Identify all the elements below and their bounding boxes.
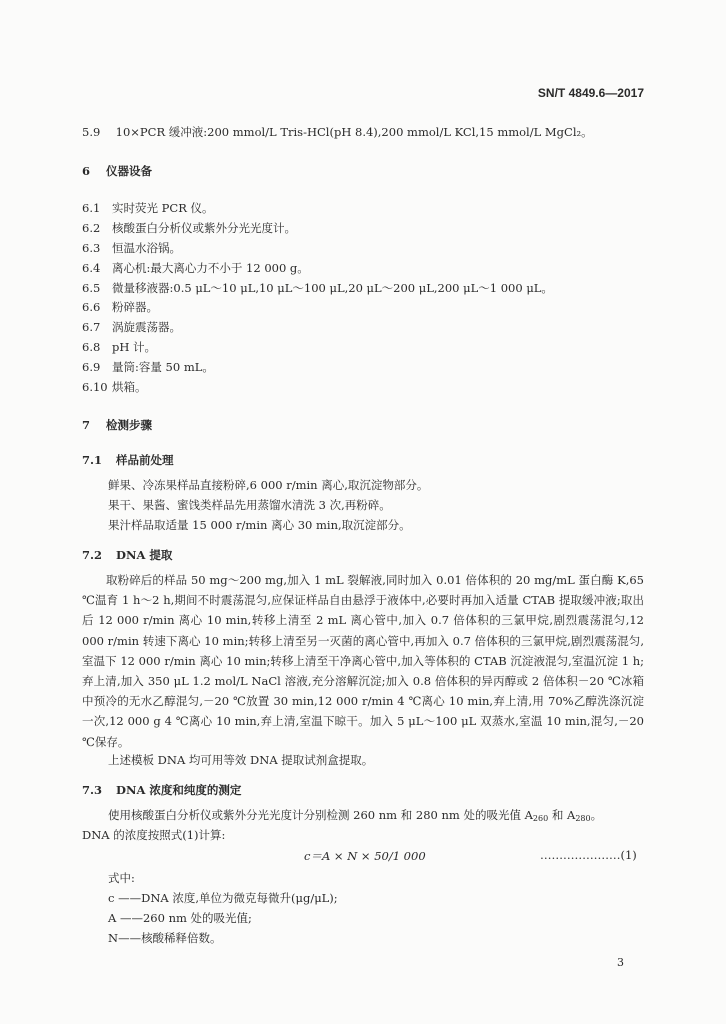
equipment-item	[82, 299, 158, 315]
where-label: 式中:	[108, 871, 135, 885]
item-number: 6.7	[82, 320, 101, 334]
section-number: 7	[82, 418, 91, 432]
standard-number: SN/T 4849.6—2017	[537, 86, 644, 100]
item-number: 6.10	[82, 380, 108, 394]
equipment-item	[82, 359, 214, 375]
subsection-7-2-heading	[82, 547, 172, 563]
item-number: 6.9	[82, 360, 101, 374]
section-number: 6	[82, 164, 91, 178]
intro-text: 。	[590, 808, 603, 822]
item-number: 6.1	[82, 201, 101, 215]
paragraph-line: DNA 的浓度按照式(1)计算:	[82, 828, 226, 842]
dna-extraction-paragraph: 取粉碎后的样品 50 mg～200 mg,加入 1 mL 裂解液,同时加入 0.01 倍体积的 20 mg/mL 蛋白酶 K,65 ℃温育 1 h～2 h,期间不时震荡混匀,应保证样品自由悬浮于液体中,必要时再加入适量 CTAB 提取缓冲液;取出后 12 000 r/min 离心 10 min,转移上清至 2 mL 离心管中,加入 0.7 倍体积的三氯甲烷,剧烈震荡混匀,12 000 r/min 转速下离心 10 min;转移上清至另一灭菌的离心管中,再加入 0.7 倍体积的三氯甲烷,剧烈震荡混匀,室温下 12 000 r/min 离心 10 min;转移上清至干净离心管中,加入等体积的 CTAB 沉淀液混匀,室温沉淀 1 h;弃上清,加入 350 μL 1.2 mol/L NaCl 溶液,充分溶解沉淀;加入 0.8 倍体积的异丙醇或 2 倍体积－20 ℃冰箱中预冷的无水乙醇混匀,－20 ℃放置 30 min,12 000 r/min 4 ℃离心 10 min,弃上清,用 70%乙醇洗涤沉淀一次,12 000 g 4 ℃离心 10 min,弃上清,室温下晾干。加入 5 μL～100 μL 双蒸水,室温 10 min,混匀,－20 ℃保存。	[82, 573, 644, 749]
item-text: 实时荧光 PCR 仪。	[112, 201, 214, 215]
item-text: 10×PCR 缓冲液:200 mmol/L Tris-HCl(pH 8.4),200 mmol/L KCl,15 mmol/L MgCl₂。	[115, 125, 593, 139]
variable-definition: N——核酸稀释倍数。	[108, 931, 222, 945]
equipment-item	[82, 280, 553, 296]
item-number: 5.9	[82, 125, 101, 139]
equipment-item	[82, 200, 214, 216]
item-number: 6.5	[82, 281, 101, 295]
item-number: 6.3	[82, 241, 101, 255]
subsection-title: 样品前处理	[116, 453, 174, 467]
equipment-item	[82, 220, 296, 236]
item-number: 6.6	[82, 300, 101, 314]
equipment-item	[82, 339, 156, 355]
variable-definition: c ——DNA 浓度,单位为微克每微升(μg/μL);	[108, 891, 338, 905]
page-number: 3	[617, 956, 624, 969]
paragraph-line: 果干、果酱、蜜饯类样品先用蒸馏水清洗 3 次,再粉碎。	[108, 498, 391, 512]
section-title: 仪器设备	[106, 164, 153, 178]
item-text: 核酸蛋白分析仪或紫外分光光度计。	[112, 221, 296, 235]
item-text: pH 计。	[112, 340, 157, 354]
equipment-item	[82, 379, 147, 395]
item-5-9	[82, 124, 593, 140]
item-text: 粉碎器。	[112, 300, 158, 314]
equipment-item	[82, 260, 309, 276]
section-6-heading	[82, 163, 152, 179]
equipment-item	[82, 319, 181, 335]
subsection-title: DNA 提取	[116, 548, 173, 562]
item-text: 恒温水浴锅。	[112, 241, 181, 255]
subscript: 260	[532, 814, 549, 823]
item-number: 6.8	[82, 340, 101, 354]
item-text: 微量移液器:0.5 μL～10 μL,10 μL～100 μL,20 μL～200 μL,200 μL～1 000 μL。	[112, 281, 553, 295]
paragraph-line: 果汁样品取适量 15 000 r/min 离心 30 min,取沉淀部分。	[108, 518, 411, 532]
item-text: 烘箱。	[112, 380, 147, 394]
paragraph-line: 鲜果、冷冻果样品直接粉碎,6 000 r/min 离心,取沉淀物部分。	[108, 478, 429, 492]
paragraph-line	[108, 807, 602, 823]
item-text: 涡旋震荡器。	[112, 320, 181, 334]
subsection-number: 7.1	[82, 453, 103, 467]
subsection-number: 7.2	[82, 548, 103, 562]
item-text: 离心机:最大离心力不小于 12 000 g。	[112, 261, 309, 275]
item-number: 6.4	[82, 261, 101, 275]
subsection-7-3-heading	[82, 782, 241, 798]
paragraph-note: 上述模板 DNA 均可用等效 DNA 提取试剂盒提取。	[108, 753, 374, 767]
subsection-7-1-heading	[82, 452, 174, 468]
subsection-number: 7.3	[82, 783, 103, 797]
intro-text: 使用核酸蛋白分析仪或紫外分光光度计分别检测 260 nm 和 280 nm 处的吸光值 A	[108, 808, 533, 822]
subscript: 280	[575, 814, 591, 823]
formula: c＝A × N × 50/1 000	[304, 849, 426, 863]
section-7-heading	[82, 417, 152, 433]
item-number: 6.2	[82, 221, 101, 235]
variable-definition: A ——260 nm 处的吸光值;	[108, 911, 252, 925]
equation-number: …………………(1)	[540, 848, 637, 862]
equipment-item	[82, 240, 181, 256]
subsection-title: DNA 浓度和纯度的测定	[116, 783, 242, 797]
item-text: 量筒:容量 50 mL。	[112, 360, 214, 374]
intro-text: 和 A	[548, 808, 576, 822]
section-title: 检测步骤	[106, 418, 153, 432]
